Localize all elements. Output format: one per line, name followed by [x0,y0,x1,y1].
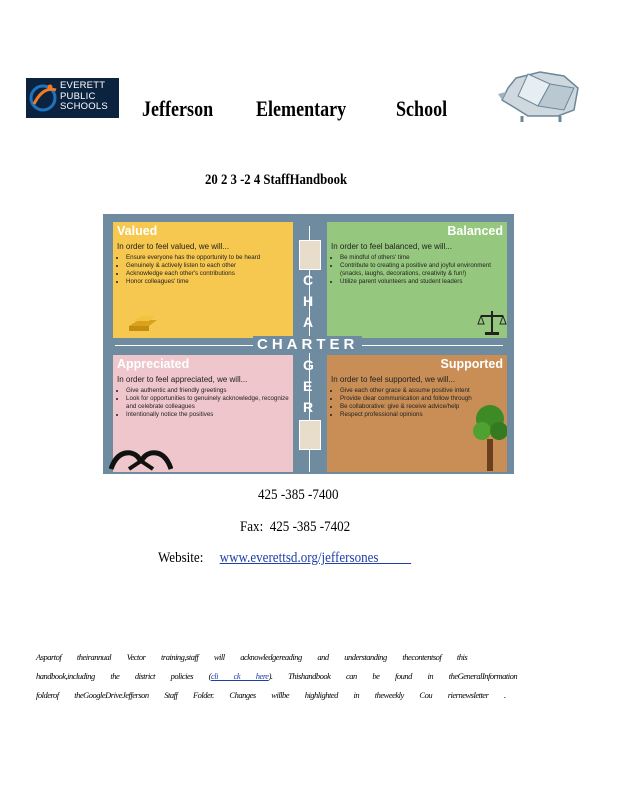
quadrant-intro: In order to feel appreciated, we will... [117,375,248,384]
website-label: Website: [158,550,204,566]
list-item: • Look for opportunities to genuinely acknowledge, recognize and celebrate colleagues [126,395,289,411]
footer-note [36,648,576,705]
handbook-title: 20 2 3 -2 4 StaffHandbook [205,172,348,188]
tree-icon [473,395,507,473]
quadrant-title: Balanced [447,224,503,238]
horse-photo-bottom [299,420,321,450]
quadrant-intro: In order to feel valued, we will... [117,242,230,251]
phone-number: 425 -385 -7400 [258,487,339,503]
quadrant-list [331,387,480,419]
footer-line-2-start: handbook,including the district policies ( [36,671,211,681]
footer-line-2-end: ). Thishandbook can be found in theGeneralInformation [268,671,518,681]
everett-public-schools-logo [26,78,119,118]
quadrant-list [331,254,503,286]
list-item: • Provide clear communication and follow through [340,395,480,403]
vertical-letter: C [303,272,314,288]
vertical-letter: E [303,378,313,394]
vertical-letter: G [303,357,314,373]
list-item: • Ensure everyone has the opportunity to be heard [126,254,289,262]
title-school: School [396,96,448,121]
list-item: • Give each other grace & assume positive intent [340,387,480,395]
fax-label: Fax: [240,519,264,535]
list-item: • Honor colleagues' time [126,278,289,286]
quadrant-list [117,254,289,286]
list-item: • Be mindful of others' time [340,254,503,262]
footer-line-3: folderof theGoogleDriveJefferson Staff Folder. Changes willbe highlighted in theweekly Cou riernewsletter . [36,690,506,700]
list-item: • Contribute to creating a positive and joyful environment (snacks, laughs, decorations, creativity & fun!) [340,262,503,278]
charter-graphic [103,214,514,474]
click-here-link[interactable]: cli ck here [211,671,269,681]
list-item: • Genuinely & actively listen to each other [126,262,289,270]
list-item: • Acknowledge each other's contributions [126,270,289,278]
logo-line3: SCHOOLS [60,101,108,112]
footer-line-1: Aspartof theirannual Vector training,staff will acknowledgereading and understanding thecontentsof this [36,652,468,662]
vertical-letter: H [303,293,314,309]
logo-line1: EVERETT [60,80,106,91]
quadrant-supported [327,355,507,472]
quadrant-title: Supported [440,357,503,371]
website-link[interactable]: www.everettsd.org/jeffersones [219,550,379,566]
title-jefferson: Jefferson [142,96,214,121]
list-item: • Be collaborative: give & receive advice/help [340,403,480,411]
vertical-letter: A [303,314,314,330]
website-line [158,550,411,567]
balance-scale-icon [477,308,507,336]
list-item: • Respect professional opinions [340,411,480,419]
quadrant-balanced [327,222,507,338]
fax-line [240,519,350,536]
gold-bars-icon [127,314,161,332]
quadrant-list [117,387,289,419]
list-item: • Utilize parent volunteers and student leaders [340,278,503,286]
vertical-letter: R [303,399,314,415]
quadrant-intro: In order to feel balanced, we will... [331,242,452,251]
logo-line2: PUBLIC [60,90,96,102]
footer-line-2 [36,667,576,686]
fax-number: 425 -385 -7402 [269,519,351,535]
quadrant-title: Valued [117,224,158,238]
title-elementary: Elementary [256,96,347,121]
charter-word: CHARTER [253,336,362,353]
list-item: • Give authentic and friendly greetings [126,387,289,395]
quadrant-appreciated [113,355,293,472]
list-item: • Intentionally notice the positives [126,411,289,419]
quadrant-intro: In order to feel supported, we will... [331,375,456,384]
horse-photo-top [299,240,321,270]
district-logo-icon [28,80,60,116]
quadrant-valued [113,222,293,338]
heart-hands-icon [109,443,173,471]
quadrant-title: Appreciated [117,357,190,371]
rhino-mascot-icon [498,66,590,122]
